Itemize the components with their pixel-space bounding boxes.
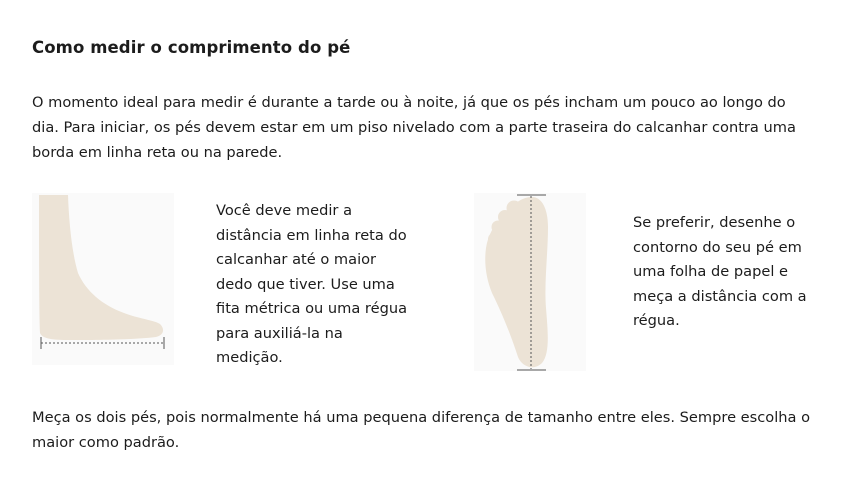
side-measure-caption: Você deve medir a distância em linha reta do calcanhar até o maior dedo que tiver. Use uma fita métrica ou uma régua para auxiliá-la na medição.	[216, 202, 408, 366]
foot-sole-icon	[474, 193, 586, 371]
intro-paragraph: O momento ideal para medir é durante a tarde ou à noite, já que os pés incham um pouco ao longo do dia. Para iniciar, os pés devem estar em um piso nivelado com a parte traseira do calcanhar contra uma borda em linha reta ou na parede.	[32, 94, 796, 161]
foot-side-shape	[39, 195, 163, 340]
toe-small	[488, 233, 500, 245]
foot-side-illustration	[32, 193, 174, 365]
toe-2	[507, 201, 522, 216]
foot-side-icon	[32, 193, 174, 365]
page-title: Como medir o comprimento do pé	[32, 38, 351, 57]
sole-measure-caption: Se preferir, desenhe o contorno do seu pé em uma folha de papel e meça a distância com a régua.	[633, 214, 807, 329]
foot-sole-illustration	[474, 193, 586, 371]
outro-paragraph: Meça os dois pés, pois normalmente há uma pequena diferença de tamanho entre eles. Sempre escolha o maior como padrão.	[32, 409, 811, 451]
